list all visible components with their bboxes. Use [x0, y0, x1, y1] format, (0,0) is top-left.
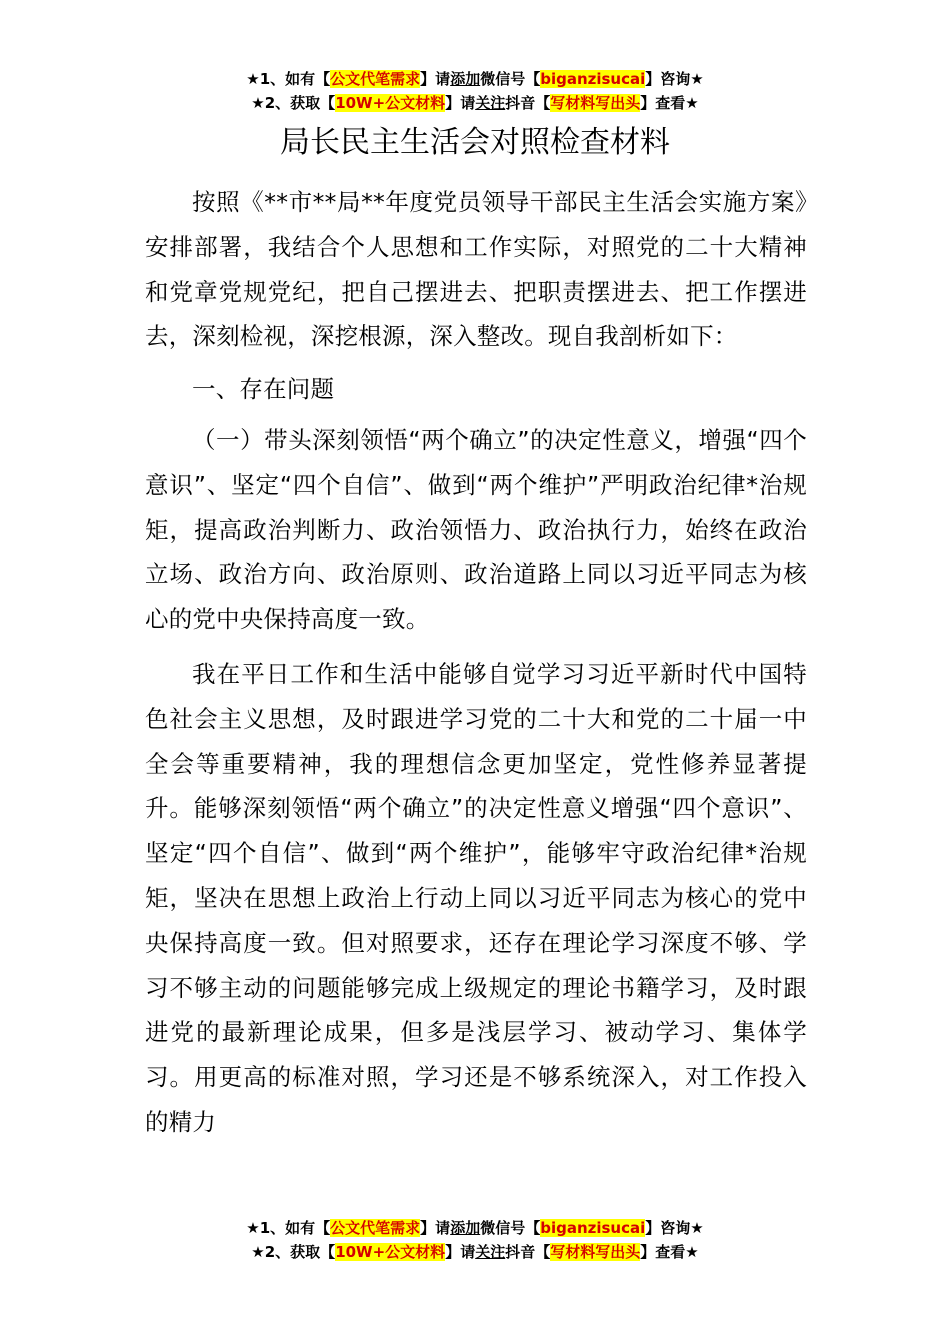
body-paragraph: 我在平日工作和生活中能够自觉学习习近平新时代中国特色社会主义思想，及时跟进学习党的二十大和党的二十届一中全会等重要精神，我的理想信念更加坚定，党性修养显著提升。能够深刻领悟“两个确立”的决定性意义增强“四个意识”、坚定“四个自信”、做到“两个维护”，能够牢守政治纪律*治规矩，坚决在思想上政治上行动上同以习近平同志为核心的党中央保持高度一致。但对照要求，还存在理论学习深度不够、学习不够主动的问题能够完成上级规定的理论书籍学习，及时跟进党的最新理论成果，但多是浅层学习、被动学习、集体学习。用更高的标准对照，学习还是不够系统深入，对工作投入的精力 [145, 659, 807, 1136]
subsection-heading: （一）带头深刻领悟“两个确立”的决定性意义，增强“四个意识”、坚定“四个自信”、做到“两个维护”严明政治纪律*治规矩，提高政治判断力、政治领悟力、政治执行力，始终在政治立场、政治方向、政治原则、政治道路上同以习近平同志为核心的党中央保持高度一致。 [145, 425, 807, 634]
banner-text: 】请 [420, 1219, 451, 1237]
banner-underlined: 添加 [450, 70, 481, 88]
banner-text: 】请 [420, 70, 451, 88]
section-heading: 一、存在问题 [192, 375, 335, 404]
banner-underlined: 关注 [475, 1243, 506, 1261]
banner-text: ★1、如有【 [246, 1219, 331, 1237]
banner-text: 微信号【 [480, 1219, 541, 1237]
banner-highlight: biganzisucai [540, 70, 646, 88]
banner-highlight: 10W+公文材料 [335, 1243, 446, 1261]
banner-underlined: 关注 [475, 94, 506, 112]
banner-highlight: 写材料写出头 [550, 1243, 641, 1261]
banner-line-2 [0, 91, 950, 115]
banner-line-1 [0, 67, 950, 91]
banner-highlight: 10W+公文材料 [335, 94, 446, 112]
intro-paragraph: 按照《**市**局**年度党员领导干部民主生活会实施方案》安排部署，我结合个人思想和工作实际，对照党的二十大精神和党章党规党纪，把自己摆进去、把职责摆进去、把工作摆进去，深刻检视，深挖根源，深入整改。现自我剖析如下： [145, 188, 807, 351]
banner-line-2 [0, 1240, 950, 1264]
banner-highlight: 公文代笔需求 [330, 1219, 421, 1237]
header-banner [0, 67, 950, 115]
banner-text: 抖音【 [505, 1243, 551, 1261]
banner-text: ★1、如有【 [246, 70, 331, 88]
banner-text: ★2、获取【 [251, 1243, 336, 1261]
banner-text: 】请 [445, 1243, 476, 1261]
document-title: 局长民主生活会对照检查材料 [280, 125, 670, 160]
banner-text: 微信号【 [480, 70, 541, 88]
banner-text: ★2、获取【 [251, 94, 336, 112]
banner-underlined: 添加 [450, 1219, 481, 1237]
banner-line-1 [0, 1216, 950, 1240]
banner-text: 】咨询★ [645, 1219, 704, 1237]
banner-highlight: 写材料写出头 [550, 94, 641, 112]
banner-highlight: 公文代笔需求 [330, 70, 421, 88]
banner-text: 】查看★ [640, 94, 699, 112]
footer-banner [0, 1216, 950, 1264]
banner-text: 抖音【 [505, 94, 551, 112]
banner-text: 】咨询★ [645, 70, 704, 88]
document-body [145, 180, 807, 1145]
banner-text: 】请 [445, 94, 476, 112]
banner-highlight: biganzisucai [540, 1219, 646, 1237]
banner-text: 】查看★ [640, 1243, 699, 1261]
